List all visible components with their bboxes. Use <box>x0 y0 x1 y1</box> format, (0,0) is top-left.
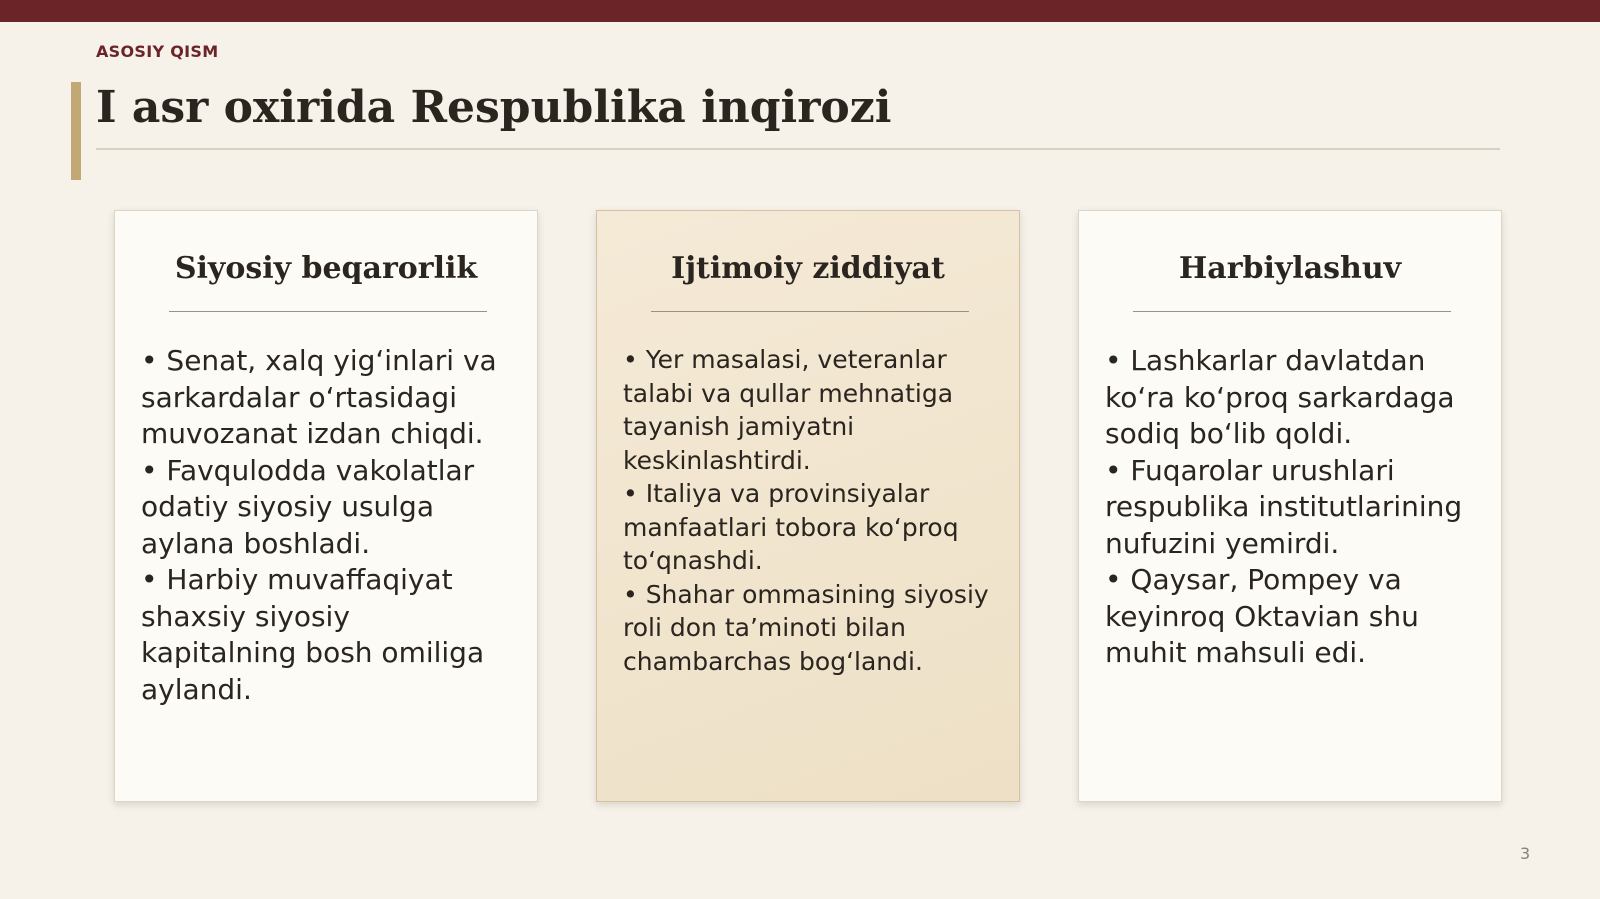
title-accent-bar <box>71 82 81 180</box>
bullet-item: • Shahar ommasining siyosiy roli don ta’minoti bilan chambarchas bog‘landi. <box>623 579 989 676</box>
card-bullet-list <box>1105 343 1477 672</box>
bullet-item: • Italiya va provinsiyalar manfaatlari tobora ko‘proq to‘qnashdi. <box>623 479 959 575</box>
card-heading: Harbiylashuv <box>1178 251 1402 286</box>
card-divider <box>169 311 487 312</box>
card-bullet-list <box>141 343 513 708</box>
bullet-item: • Lashkarlar davlatdan ko‘ra ko‘proq sarkardaga sodiq bo‘lib qoldi. <box>1105 344 1455 450</box>
card-heading: Ijtimoiy ziddiyat <box>671 251 945 286</box>
bullet-item: • Senat, xalq yig‘inlari va sarkardalar o‘rtasidagi muvozanat izdan chiqdi. <box>141 344 497 450</box>
card-divider <box>651 311 969 312</box>
card-heading: Siyosiy beqarorlik <box>174 251 478 286</box>
card-bullet-list <box>623 343 999 678</box>
title-divider <box>96 148 1500 150</box>
bullet-item: • Fuqarolar urushlari respublika institutlarining nufuzini yemirdi. <box>1105 453 1463 560</box>
top-color-band <box>0 0 1600 22</box>
bullet-item: • Harbiy muvaffaqiyat shaxsiy siyosiy kapitalning bosh omiliga aylandi. <box>141 563 485 706</box>
card-militarization <box>1078 210 1502 802</box>
bullet-item: • Favqulodda vakolatlar odatiy siyosiy usulga aylana boshladi. <box>141 453 475 560</box>
card-social-conflict <box>596 210 1020 802</box>
card-divider <box>1133 311 1451 312</box>
bullet-item: • Qaysar, Pompey va keyinroq Oktavian shu muhit mahsuli edi. <box>1105 563 1419 669</box>
page-title: I asr oxirida Respublika inqirozi <box>96 82 892 133</box>
page-number: 3 <box>1520 844 1531 863</box>
bullet-item: • Yer masalasi, veteranlar talabi va qullar mehnatiga tayanish jamiyatni keskinlashtirdi. <box>623 345 954 475</box>
card-political-instability <box>114 210 538 802</box>
section-label: ASOSIY QISM <box>96 42 219 61</box>
